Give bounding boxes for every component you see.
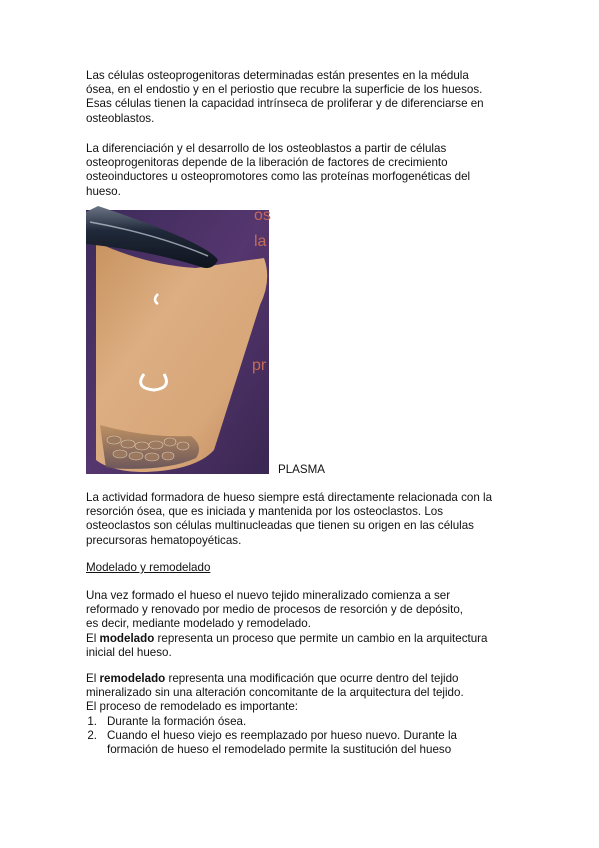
bold-term-remodelado: remodelado [99,672,166,685]
text-line: Las células osteoprogenitoras determinadas están presentes en la médula [86,69,469,82]
list-item-text: formación de hueso el remodelado permite la sustitución del hueso [107,743,452,757]
text-line: osteoprogenitoras depende de la liberación de factores de crecimiento [86,156,448,170]
list-number: 2. [87,729,97,743]
text-line: resorción ósea, que es iniciada y mantenida por los osteoclastos. Los [86,505,444,519]
text-line: osteoclastos son células multinucleadas que tienen su origen en las células [86,519,474,533]
text-line: Esas células tienen la capacidad intrínseca de proliferar y de diferenciarse en [86,97,484,111]
section-heading: Modelado y remodelado [86,561,211,574]
text-line: ósea, en el endostio y en el periostio que recubre la superficie de los huesos. [86,83,483,97]
list-item [86,729,526,757]
text-line: La diferenciación y el desarrollo de los osteoblastos a partir de células [86,142,447,155]
list-item [86,715,526,729]
text-line: osteoblastos. [86,111,155,125]
text-line: mineralizado sin una alteración concomitante de la arquitectura del tejido. [86,686,464,700]
text-line: osteoinductores u osteopromotores como las proteínas morfogenéticas del [86,170,471,184]
text-line: La actividad formadora de hueso siempre está directamente relacionada con la [86,491,493,504]
plasma-tube-image [86,207,271,474]
edge-text: os [254,207,271,224]
list-item-text: Cuando el hueso viejo es reemplazado por hueso nuevo. Durante la [107,729,457,743]
text-line: Una vez formado el hueso el nuevo tejido mineralizado comienza a ser [86,589,451,602]
edge-text: la [254,233,267,250]
text-line: reformado y renovado por medio de procesos de resorción y de depósito, [86,603,464,617]
bold-term-modelado: modelado [99,631,155,645]
edge-text: pr [252,357,267,374]
paragraph-remodelado [86,672,516,715]
text-line: es decir, mediante modelado y remodelado. [86,617,311,631]
paragraph-osteoblast-differentiation [86,142,516,199]
text-line: inicial del hueso. [86,645,172,659]
list-item-text: Durante la formación ósea. [107,715,247,728]
paragraph-osteoprogenitor-cells [86,69,516,126]
paragraph-bone-resorption [86,491,516,548]
text-line: El proceso de remodelado es importante: [86,700,299,714]
text-line-remodelado: El remodelado representa una modificación que ocurre dentro del tejido [86,672,459,685]
text-line-modelado: El modelado representa un proceso que permite un cambio en la arquitectura [86,631,488,645]
figure-caption: PLASMA [278,463,326,476]
numbered-list [86,715,526,758]
text-line: precursoras hematopoyéticas. [86,533,242,547]
paragraph-modeling-remodeling [86,589,516,660]
text-line: hueso. [86,184,121,198]
list-number: 1. [87,715,97,728]
plasma-photo [86,207,271,474]
